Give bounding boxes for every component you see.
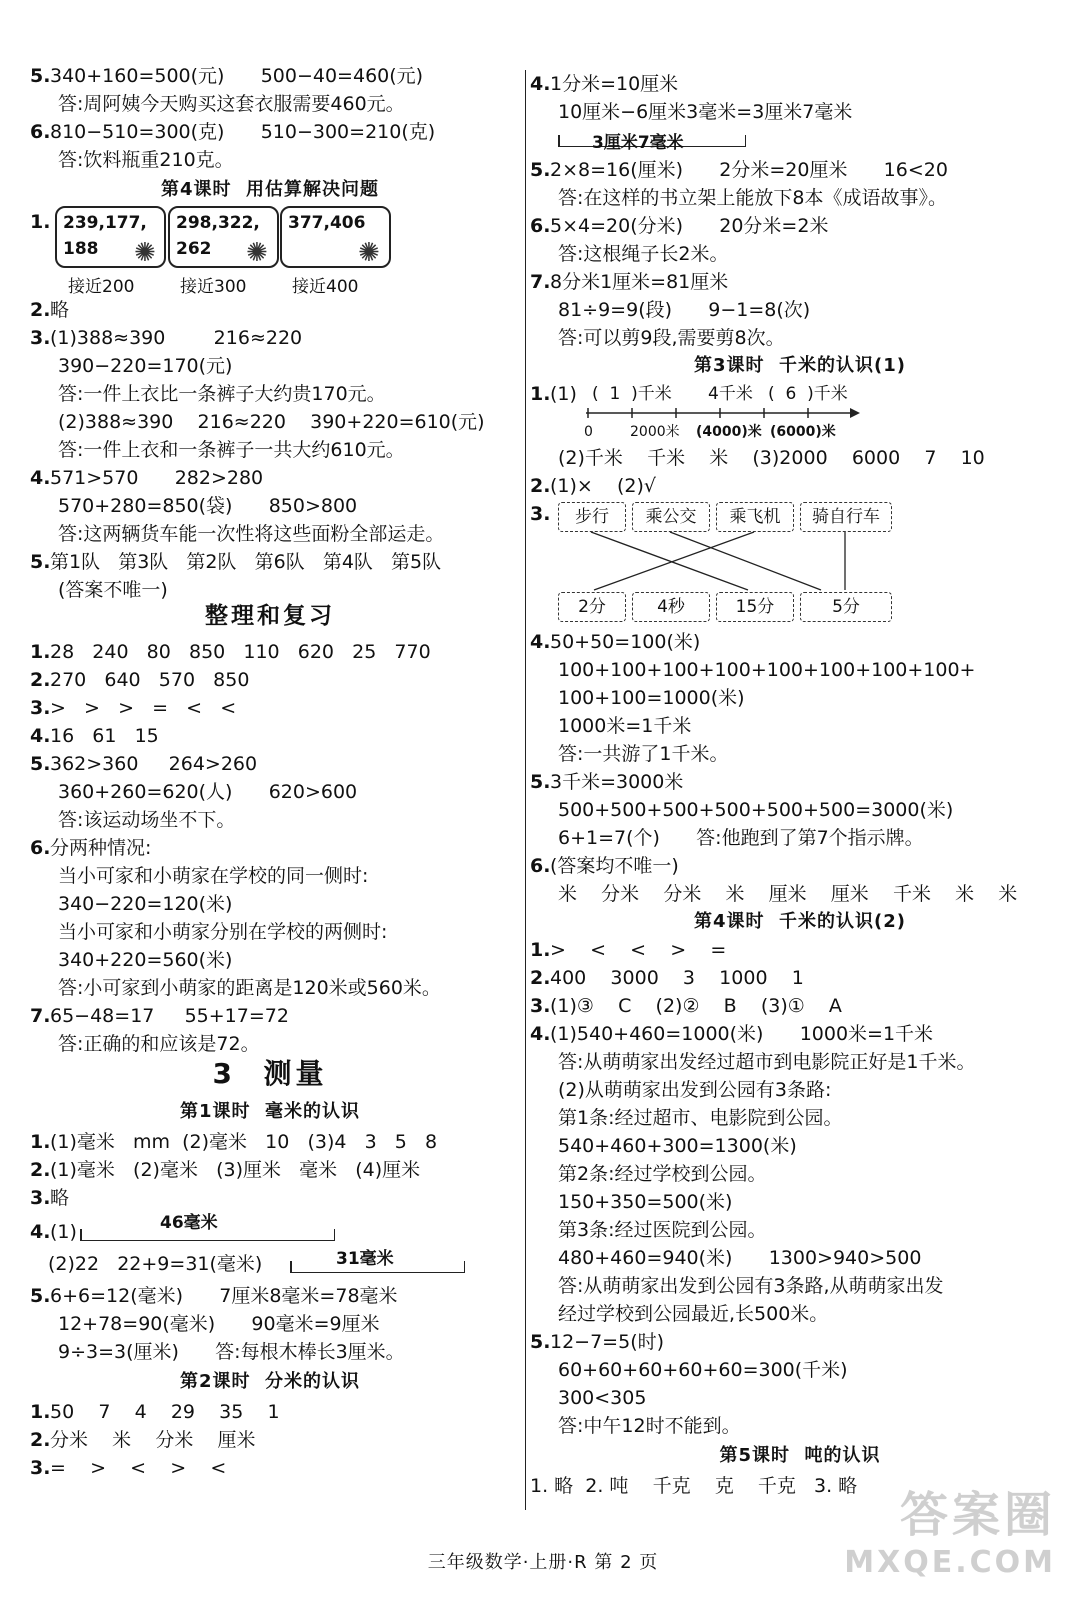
answer-line: (2)从萌萌家出发到公园有3条路: (558, 1079, 832, 1101)
km2-1: 1.> < < > = (530, 939, 727, 961)
review-4: 4.16 61 15 (30, 725, 159, 747)
measure-label: 46毫米 (160, 1213, 218, 1233)
km-2: 2.(1)× (2)√ (530, 475, 657, 497)
tick-label: 2000米 (630, 424, 680, 440)
answer-line: 答:在这样的书立架上能放下8本《成语故事》。 (558, 187, 947, 209)
mm-4: 4.(1) (30, 1221, 77, 1243)
answer-line: 150+350=500(米) (558, 1191, 733, 1213)
answer-line: 500+500+500+500+500+500=3000(米) (558, 799, 954, 821)
answer-line: (2)22 22+9=31(毫米) (48, 1253, 263, 1275)
answer-line: 当小可家和小萌家分别在学校的两侧时: (58, 921, 388, 943)
answer-line: 米 分米 分米 米 厘米 厘米 千米 米 米 (558, 883, 1018, 905)
travel-mode-box: 骑自行车 (800, 502, 892, 532)
bubble-caption: 接近400 (292, 277, 359, 297)
review-1: 1.28 240 80 850 110 620 25 770 (30, 641, 431, 663)
dm-3: 3.= > < > < (30, 1457, 227, 1479)
tick-label: (4000)米 (696, 424, 762, 440)
km2-3: 3.(1)③ C (2)② B (3)① A (530, 995, 842, 1017)
number-bubble: 377,406 (280, 206, 391, 268)
answer-line: 答:中午12时不能到。 (558, 1415, 741, 1437)
flower-icon: ✺ (134, 238, 156, 268)
scale-label: 4千米 (708, 384, 753, 404)
mm-1: 1.(1)毫米 mm (2)毫米 10 (3)4 3 5 8 (30, 1131, 438, 1153)
answer-line: 480+460=940(米) 1300>940>500 (558, 1247, 922, 1269)
dm-5: 5.2×8=16(厘米) 2分米=20厘米 16<20 (530, 159, 948, 181)
answer-line: 第3条:经过医院到公园。 (558, 1219, 767, 1241)
review-3: 3.> > > = < < (30, 697, 237, 719)
km2-2: 2.400 3000 3 1000 1 (530, 967, 804, 989)
answer-4: 4.571>570 282>280 (30, 467, 264, 489)
answer-line: 540+460+300=1300(米) (558, 1135, 797, 1157)
answer-2: 2.略 (30, 299, 70, 321)
answer-line: 12+78=90(毫米) 90毫米=9厘米 (58, 1313, 380, 1335)
answer-line: 答:从萌萌家出发到公园有3条路,从萌萌家出发 (558, 1275, 944, 1297)
review-2: 2.270 640 570 850 (30, 669, 250, 691)
blank-answer: ( 1 )千米 (592, 384, 672, 404)
tick-label: 0 (584, 424, 593, 440)
time-box: 5分 (800, 592, 892, 622)
answer-line: 答:一件上衣和一条裤子一共大约610元。 (58, 439, 405, 461)
answer-line: 答:这两辆货车能一次性将这些面粉全部运走。 (58, 523, 445, 545)
km-4: 4.50+50=100(米) (530, 631, 701, 653)
answer-line: 答:小可家到小萌家的距离是120米或560米。 (58, 977, 441, 999)
dm-7: 7.8分米1厘米=81厘米 (530, 271, 729, 293)
mm-2: 2.(1)毫米 (2)毫米 (3)厘米 毫米 (4)厘米 (30, 1159, 421, 1181)
answer-line: 300<305 (558, 1387, 647, 1409)
time-box: 4秒 (632, 592, 710, 622)
km-3: 3. (530, 503, 551, 525)
lesson-4b-title: 第4课时 千米的认识(2) (693, 911, 907, 932)
travel-mode-box: 步行 (558, 502, 626, 532)
answer-line: (2)388≈390 216≈220 390+220=610(元) (58, 411, 485, 433)
measure-label: 31毫米 (336, 1249, 394, 1269)
answer-line: 9÷3=3(厘米) 答:每根木棒长3厘米。 (58, 1341, 405, 1363)
watermark-logo-text: 答案圈 (899, 1487, 1056, 1543)
mm-5: 5.6+6=12(毫米) 7厘米8毫米=78毫米 (30, 1285, 398, 1307)
lesson-3-title: 第3课时 千米的认识(1) (693, 355, 907, 376)
answer-line: 答:正确的和应该是72。 (58, 1033, 260, 1055)
column-divider (525, 70, 526, 1510)
travel-mode-box: 乘公交 (632, 502, 710, 532)
tick-label: (6000)米 (770, 424, 836, 440)
answer-line: 1000米=1千米 (558, 715, 692, 737)
number-bubble: 298,322, 262 (168, 206, 279, 268)
answer-line: 第1条:经过超市、电影院到公园。 (558, 1107, 843, 1129)
time-box: 2分 (558, 592, 626, 622)
mm-3: 3.略 (30, 1187, 70, 1209)
answer-line: 360+260=620(人) 620>600 (58, 781, 358, 803)
answer-line: 答:该运动场坐不下。 (58, 809, 236, 831)
answer-line: 答:这根绳子长2米。 (558, 243, 729, 265)
answer-line: 答:从萌萌家出发经过超市到电影院正好是1千米。 (558, 1051, 976, 1073)
blank-answer: ( 6 )千米 (768, 384, 848, 404)
q1-number: 1. (30, 211, 51, 233)
lesson-2-title: 第2课时 分米的认识 (179, 1371, 361, 1392)
answer-5-text: 答:周阿姨今天购买这套衣服需要460元。 (58, 93, 405, 115)
answer-line: 390−220=170(元) (58, 355, 233, 377)
answer-6-text: 答:饮料瓶重210克。 (58, 149, 234, 171)
answer-line: 60+60+60+60+60=300(千米) (558, 1359, 848, 1381)
answer-line: 81÷9=9(段) 9−1=8(次) (558, 299, 811, 321)
review-7: 7.65−48=17 55+17=72 (30, 1005, 289, 1027)
flower-icon: ✺ (246, 238, 268, 268)
answer-line: 答:可以剪9段,需要剪8次。 (558, 327, 785, 349)
answer-line: (2)千米 千米 米 (3)2000 6000 7 10 (558, 447, 985, 469)
dm-2: 2.分米 米 分米 厘米 (30, 1429, 256, 1451)
time-box: 15分 (716, 592, 794, 622)
km-5: 5.3千米=3000米 (530, 771, 684, 793)
answer-5: 5.340+160=500(元) 500−40=460(元) (30, 65, 424, 87)
lesson-1-title: 第1课时 毫米的认识 (179, 1101, 361, 1122)
answer-line: 340+220=560(米) (58, 949, 233, 971)
km2-4: 4.(1)540+460=1000(米) 1000米=1千米 (530, 1023, 934, 1045)
travel-mode-box: 乘飞机 (716, 502, 794, 532)
watermark (844, 1476, 1056, 1580)
measure-label: 3厘米7毫米 (592, 133, 684, 153)
review-5: 5.362>360 264>260 (30, 753, 258, 775)
review-title: 整理和复习 (205, 603, 335, 629)
page-footer: 三年级数学·上册·R 第 2 页 (427, 1552, 659, 1573)
answer-3: 3.(1)388≈390 216≈220 (30, 327, 303, 349)
unit-3-title: 3 测量 (212, 1057, 328, 1090)
flower-icon: ✺ (358, 238, 380, 268)
answer-line: 570+280=850(袋) 850>800 (58, 495, 358, 517)
answer-line: 当小可家和小萌家在学校的同一侧时: (58, 865, 369, 887)
km-1: 1.(1) (530, 383, 577, 405)
review-6: 6.分两种情况: (30, 837, 152, 859)
answer-line: 6+1=7(个) 答:他跑到了第7个指示牌。 (558, 827, 924, 849)
answer-line: 10厘米−6厘米3毫米=3厘米7毫米 (558, 101, 853, 123)
answer-line: 答:一共游了1千米。 (558, 743, 729, 765)
answer-line: 经过学校到公园最近,长500米。 (558, 1303, 829, 1325)
bubble-caption: 接近300 (180, 277, 247, 297)
watermark-url: MXQE.COM (844, 1545, 1056, 1580)
answer-line: 第2条:经过学校到公园。 (558, 1163, 767, 1185)
ton-answers: 1. 略 2. 吨 千克 克 千克 3. 略 (530, 1475, 858, 1497)
km-6: 6.(答案均不唯一) (530, 855, 679, 877)
answer-6: 6.810−510=300(克) 510−300=210(克) (30, 121, 436, 143)
bubble-caption: 接近200 (68, 277, 135, 297)
answer-line: 340−220=120(米) (58, 893, 233, 915)
answer-line: 100+100+100+100+100+100+100+100+ (558, 659, 976, 681)
dm-6: 6.5×4=20(分米) 20分米=2米 (530, 215, 829, 237)
answer-line: 100+100=1000(米) (558, 687, 745, 709)
lesson-5-title: 第5课时 吨的认识 (719, 1445, 881, 1466)
answer-line: 答:一件上衣比一条裤子大约贵170元。 (58, 383, 386, 405)
km2-5: 5.12−7=5(时) (530, 1331, 665, 1353)
matching-lines (558, 532, 898, 592)
lesson-4-title: 第4课时 用估算解决问题 (160, 179, 380, 200)
answer-5b: 5.第1队 第3队 第2队 第6队 第4队 第5队 (30, 551, 442, 573)
dm-4: 4.1分米=10厘米 (530, 73, 679, 95)
number-bubble: 239,177, 188 (55, 206, 166, 268)
answer-line: (答案不唯一) (58, 579, 168, 601)
dm-1: 1.50 7 4 29 35 1 (30, 1401, 280, 1423)
